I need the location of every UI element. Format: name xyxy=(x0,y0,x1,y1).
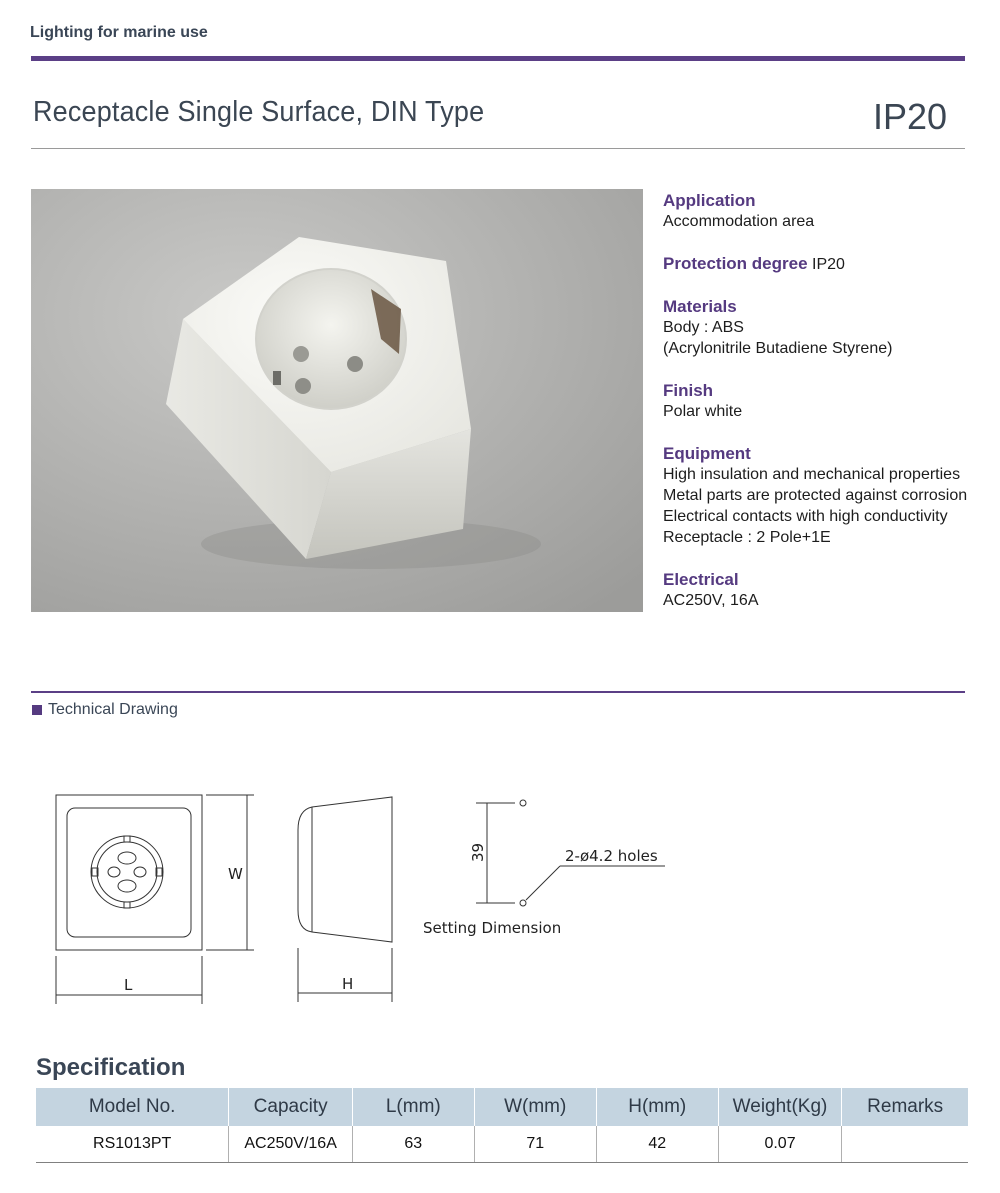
specification-title: Specification xyxy=(36,1054,186,1081)
hole-bottom xyxy=(520,900,526,906)
protection-label: Protection degree xyxy=(663,254,808,273)
product-photo xyxy=(31,189,643,612)
dim-h-label: H xyxy=(342,975,354,993)
socket-inner-circle xyxy=(97,842,157,902)
table-cell: AC250V/16A xyxy=(229,1126,353,1163)
socket-pin-bottom xyxy=(118,880,136,892)
front-view-inner xyxy=(67,808,191,937)
socket-pin-top xyxy=(118,852,136,864)
section-marker-icon xyxy=(32,705,42,715)
spec-materials xyxy=(663,296,993,359)
technical-drawing-label: Technical Drawing xyxy=(48,701,178,718)
protection-value: IP20 xyxy=(812,256,845,273)
socket-circle xyxy=(91,836,163,908)
spec-electrical xyxy=(663,569,993,611)
page-title: Receptacle Single Surface, DIN Type xyxy=(33,96,485,128)
column-header: L(mm) xyxy=(352,1088,474,1126)
column-header: Model No. xyxy=(36,1088,229,1126)
column-header: Remarks xyxy=(842,1088,968,1126)
front-view-outline xyxy=(56,795,202,950)
earth-clip-bottom xyxy=(124,902,130,908)
holes-note: 2-ø4.2 holes xyxy=(565,847,658,865)
table-header-row xyxy=(36,1088,968,1126)
drawing-divider xyxy=(31,691,965,693)
header-divider xyxy=(31,56,965,61)
spec-finish xyxy=(663,380,993,422)
table-cell: 0.07 xyxy=(718,1126,842,1163)
specs-panel xyxy=(663,190,993,632)
spec-application xyxy=(663,190,993,232)
protection-code: IP20 xyxy=(872,96,947,137)
equipment-line: Metal parts are protected against corrosion xyxy=(663,487,968,504)
finish-label: Finish xyxy=(663,381,714,400)
table-cell: RS1013PT xyxy=(36,1126,229,1163)
equipment-line: Receptacle : 2 Pole+1E xyxy=(663,529,831,546)
socket-pin-left xyxy=(108,867,120,877)
equipment-line: High insulation and mechanical properties xyxy=(663,466,961,483)
spec-protection xyxy=(663,253,993,275)
dim-39-label: 39 xyxy=(469,842,487,862)
table-cell: 71 xyxy=(474,1126,596,1163)
table-cell: 63 xyxy=(352,1126,474,1163)
electrical-label: Electrical xyxy=(663,570,739,589)
column-header: Weight(Kg) xyxy=(718,1088,842,1126)
equipment-line: Electrical contacts with high conductivity xyxy=(663,508,948,525)
materials-label: Materials xyxy=(663,297,737,316)
table-row xyxy=(36,1126,968,1163)
setting-dimension-label: Setting Dimension xyxy=(423,919,562,937)
socket-pin-right xyxy=(134,867,146,877)
spec-equipment xyxy=(663,443,993,548)
dim-w-label: W xyxy=(228,865,243,883)
application-value: Accommodation area xyxy=(663,213,815,230)
column-header: H(mm) xyxy=(596,1088,718,1126)
column-header: Capacity xyxy=(229,1088,353,1126)
equipment-label: Equipment xyxy=(663,444,751,463)
materials-line: Body : ABS xyxy=(663,319,744,336)
category-label: Lighting for marine use xyxy=(30,24,208,41)
dim-l-label: L xyxy=(124,976,133,994)
electrical-value: AC250V, 16A xyxy=(663,592,759,609)
application-label: Application xyxy=(663,191,756,210)
table-cell xyxy=(842,1126,968,1163)
materials-line: (Acrylonitrile Butadiene Styrene) xyxy=(663,340,893,357)
column-header: W(mm) xyxy=(474,1088,596,1126)
finish-value: Polar white xyxy=(663,403,743,420)
specification-table xyxy=(36,1088,968,1163)
title-divider xyxy=(31,148,965,149)
earth-clip-top xyxy=(124,836,130,842)
table-cell: 42 xyxy=(596,1126,718,1163)
technical-drawing xyxy=(40,780,680,1020)
hole-top xyxy=(520,800,526,806)
